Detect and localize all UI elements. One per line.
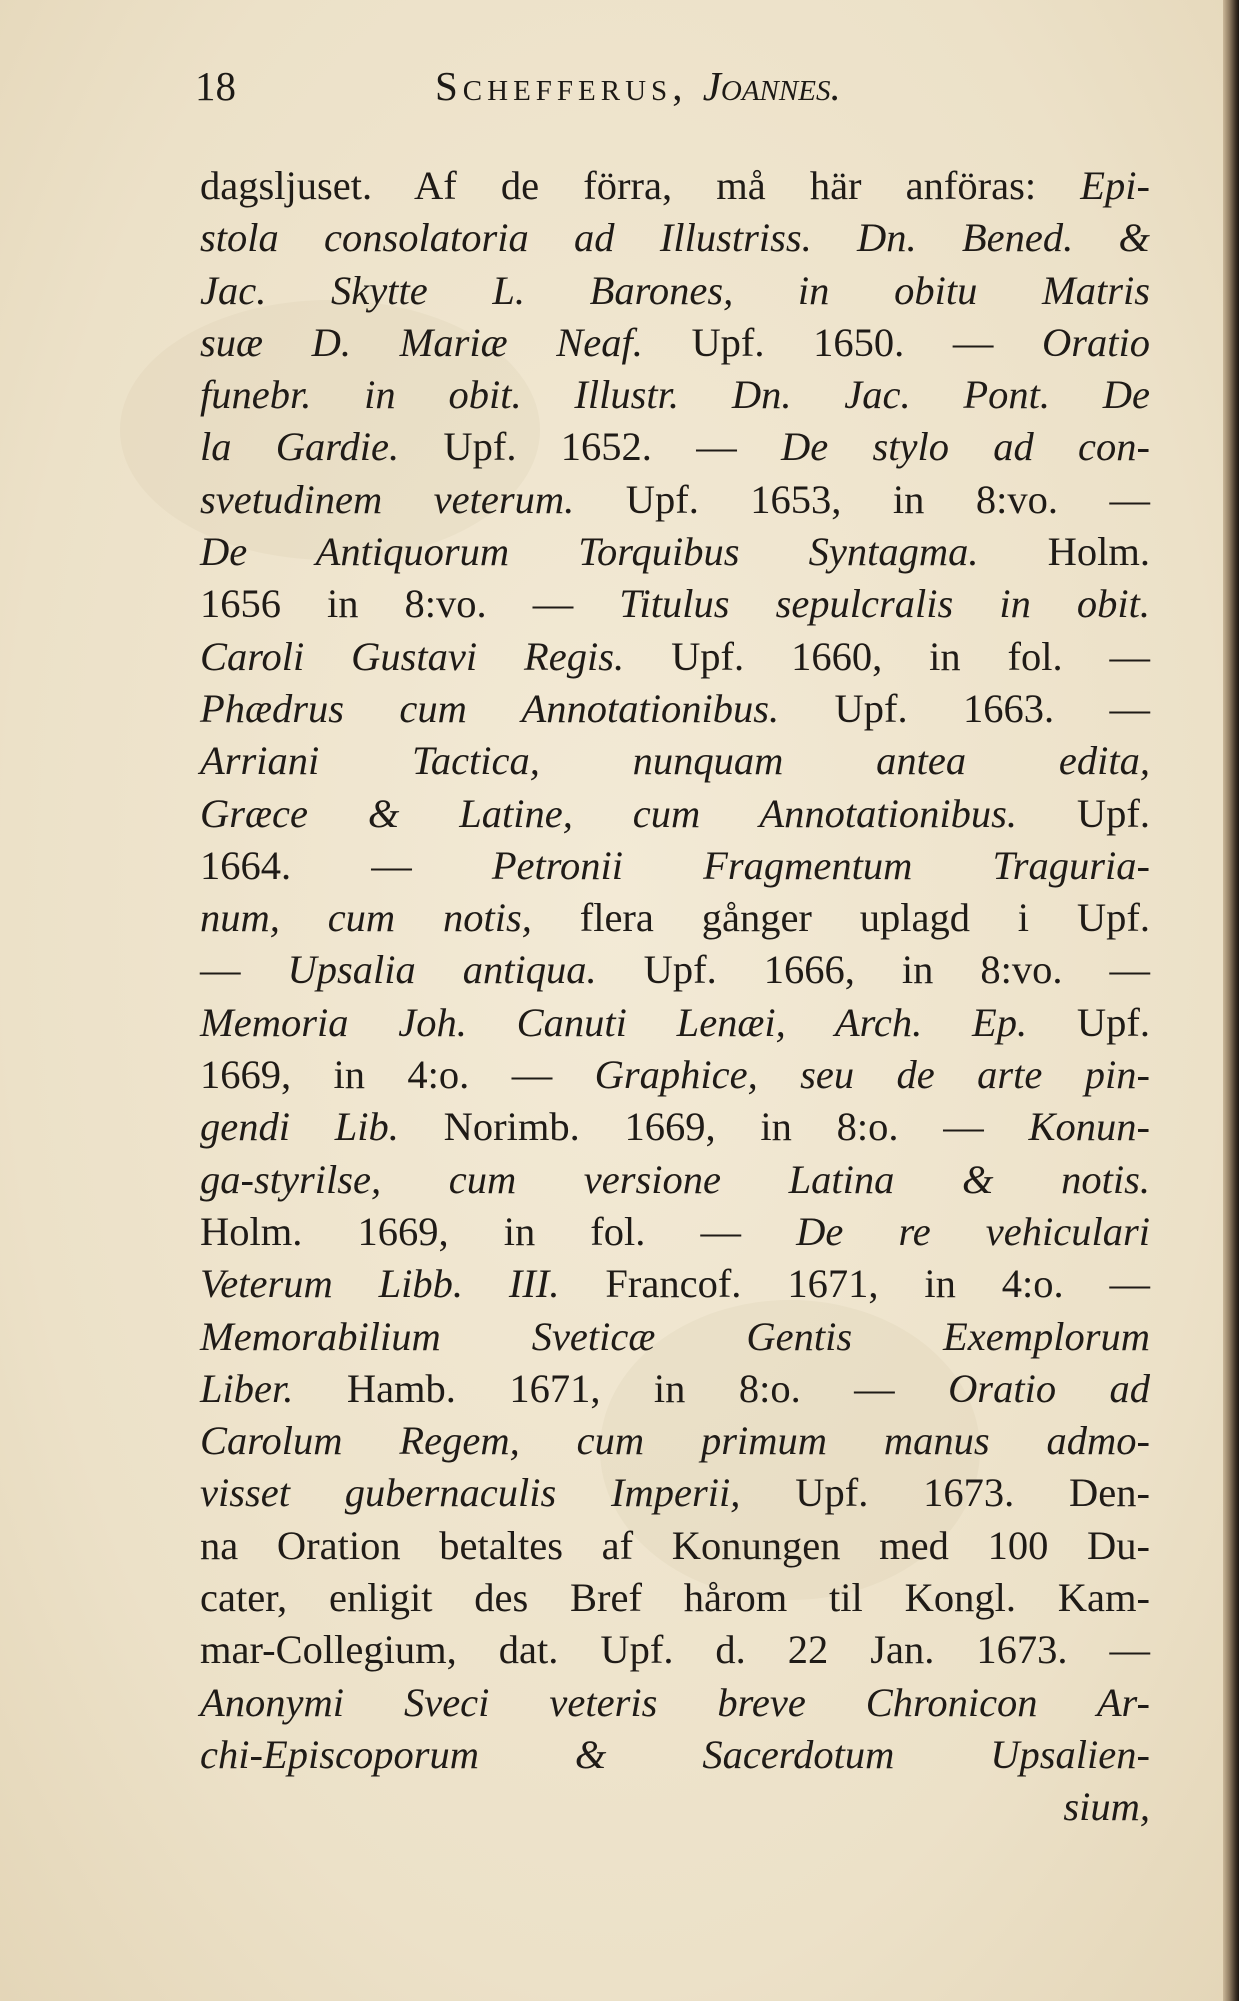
italic-text: chi-Episcoporum & Sacerdotum Upsalien- — [200, 1731, 1150, 1777]
text-line — [200, 317, 1150, 369]
roman-text: Norimb. 1669, in 8:o. — — [443, 1104, 1029, 1150]
roman-text: Holm. 1669, in fol. — — [200, 1208, 797, 1254]
italic-text: stola consolatoria ad Illustriss. Dn. Bened. & — [200, 215, 1150, 261]
text-line — [200, 1311, 1150, 1363]
text-line — [200, 1624, 1150, 1676]
italic-text: Liber. — [200, 1365, 347, 1411]
text-line — [200, 212, 1150, 264]
text-line — [200, 1520, 1150, 1572]
italic-text: Memorabilium Sveticæ Gentis Exemplorum — [200, 1313, 1150, 1359]
text-line — [200, 1049, 1150, 1101]
italic-text: suæ D. Mariæ Neaf. — [200, 319, 692, 365]
italic-text: Oratio ad — [948, 1365, 1150, 1411]
text-line — [200, 369, 1150, 421]
roman-text: Upf. 1650. — — [691, 319, 1042, 365]
italic-text: Carolum Regem, cum primum manus admo- — [200, 1418, 1150, 1464]
italic-text: Arriani Tactica, nunquam antea edita, — [200, 738, 1150, 784]
page-header — [195, 62, 1155, 122]
bibliography-text — [200, 160, 1150, 1834]
roman-text: Holm. — [1047, 529, 1150, 575]
roman-text: Upf. — [1076, 790, 1150, 836]
text-line — [200, 421, 1150, 473]
italic-text: svetudinem veterum. — [200, 476, 626, 522]
roman-text: 1656 in 8:vo. — — [200, 581, 620, 627]
text-line — [200, 631, 1150, 683]
italic-text: Konun- — [1028, 1104, 1150, 1150]
italic-text: Caroli Gustavi Regis. — [200, 633, 672, 679]
italic-text: funebr. in obit. Illustr. Dn. Jac. Pont. De — [200, 372, 1150, 418]
text-line — [200, 526, 1150, 578]
roman-text: na Oration betaltes af Konungen med 100 Du- — [200, 1522, 1150, 1568]
roman-text: Francof. 1671, in 4:o. — — [605, 1261, 1150, 1307]
italic-text: Oratio — [1041, 319, 1150, 365]
text-line — [200, 683, 1150, 735]
italic-text: Veterum Libb. III. — [200, 1261, 606, 1307]
roman-text: Upf. 1653, in 8:vo. — — [625, 476, 1150, 522]
running-head — [435, 62, 841, 110]
roman-text: Upf. 1663. — — [834, 685, 1150, 731]
text-line — [200, 892, 1150, 944]
roman-text: cater, enligit des Bref hårom til Kongl. Kam- — [200, 1575, 1150, 1621]
text-line — [200, 1363, 1150, 1415]
italic-text: la Gardie. — [200, 424, 444, 470]
italic-text: Phædrus cum Annotationibus. — [200, 685, 835, 731]
text-line — [200, 1258, 1150, 1310]
text-line — [200, 1154, 1150, 1206]
text-line — [200, 788, 1150, 840]
italic-text: Græce & Latine, cum Annotationibus. — [200, 790, 1077, 836]
roman-text: Upf. 1666, in 8:vo. — — [643, 947, 1150, 993]
italic-text: Petronii Fragmentum Traguria- — [491, 842, 1150, 888]
text-line — [200, 1781, 1150, 1833]
text-line — [200, 840, 1150, 892]
roman-text: Upf. — [1076, 999, 1150, 1045]
text-line — [200, 997, 1150, 1049]
italic-text: De re vehiculari — [796, 1208, 1150, 1254]
roman-text: flera gånger uplagd i Upf. — [579, 895, 1150, 941]
text-line — [200, 265, 1150, 317]
roman-text: mar-Collegium, dat. Upf. d. 22 Jan. 1673. — — [200, 1627, 1150, 1673]
italic-text: Memoria Joh. Canuti Lenæi, Arch. Ep. — [200, 999, 1077, 1045]
text-line — [200, 1415, 1150, 1467]
text-line — [200, 1729, 1150, 1781]
roman-text: Upf. 1673. Den- — [795, 1470, 1150, 1516]
italic-text: num, cum notis, — [200, 895, 580, 941]
italic-text: gendi Lib. — [200, 1104, 444, 1150]
text-line — [200, 1467, 1150, 1519]
text-line — [200, 1206, 1150, 1258]
text-line — [200, 1677, 1150, 1729]
running-head-given-name: Joannes. — [702, 63, 841, 109]
text-line — [200, 474, 1150, 526]
italic-text: Jac. Skytte L. Barones, in obitu Matris — [200, 267, 1150, 313]
text-line — [200, 944, 1150, 996]
text-line — [200, 735, 1150, 787]
italic-text: De stylo ad con- — [780, 424, 1150, 470]
roman-text: 1669, in 4:o. — — [200, 1052, 595, 1098]
text-line — [200, 160, 1150, 212]
text-line — [200, 1101, 1150, 1153]
italic-text: Upsalia antiqua. — [287, 947, 644, 993]
page-edge — [1223, 0, 1239, 2001]
italic-text: Anonymi Sveci veteris breve Chronicon Ar- — [200, 1679, 1150, 1725]
italic-text: Graphice, seu de arte pin- — [594, 1052, 1150, 1098]
italic-text: visset gubernaculis Imperii, — [200, 1470, 796, 1516]
page-number: 18 — [195, 63, 236, 109]
text-line — [200, 1572, 1150, 1624]
roman-text: dagsljuset. Af de förra, må här anföras: — [200, 163, 1081, 208]
italic-text: De Antiquorum Torquibus Syntagma. — [200, 529, 1048, 575]
italic-text: sium, — [1063, 1784, 1150, 1830]
roman-text: Upf. 1660, in fol. — — [671, 633, 1150, 679]
text-line — [200, 578, 1150, 630]
roman-text: — — [200, 947, 288, 993]
roman-text: 1664. — — [200, 842, 492, 888]
roman-text: Hamb. 1671, in 8:o. — — [346, 1365, 949, 1411]
italic-text: ga-styrilse, cum versione Latina & notis. — [200, 1156, 1150, 1202]
italic-text: Epi- — [1080, 163, 1150, 208]
running-head-name: Schefferus, — [435, 63, 688, 109]
italic-text: Titulus sepulcralis in obit. — [619, 581, 1150, 627]
roman-text: Upf. 1652. — — [443, 424, 781, 470]
